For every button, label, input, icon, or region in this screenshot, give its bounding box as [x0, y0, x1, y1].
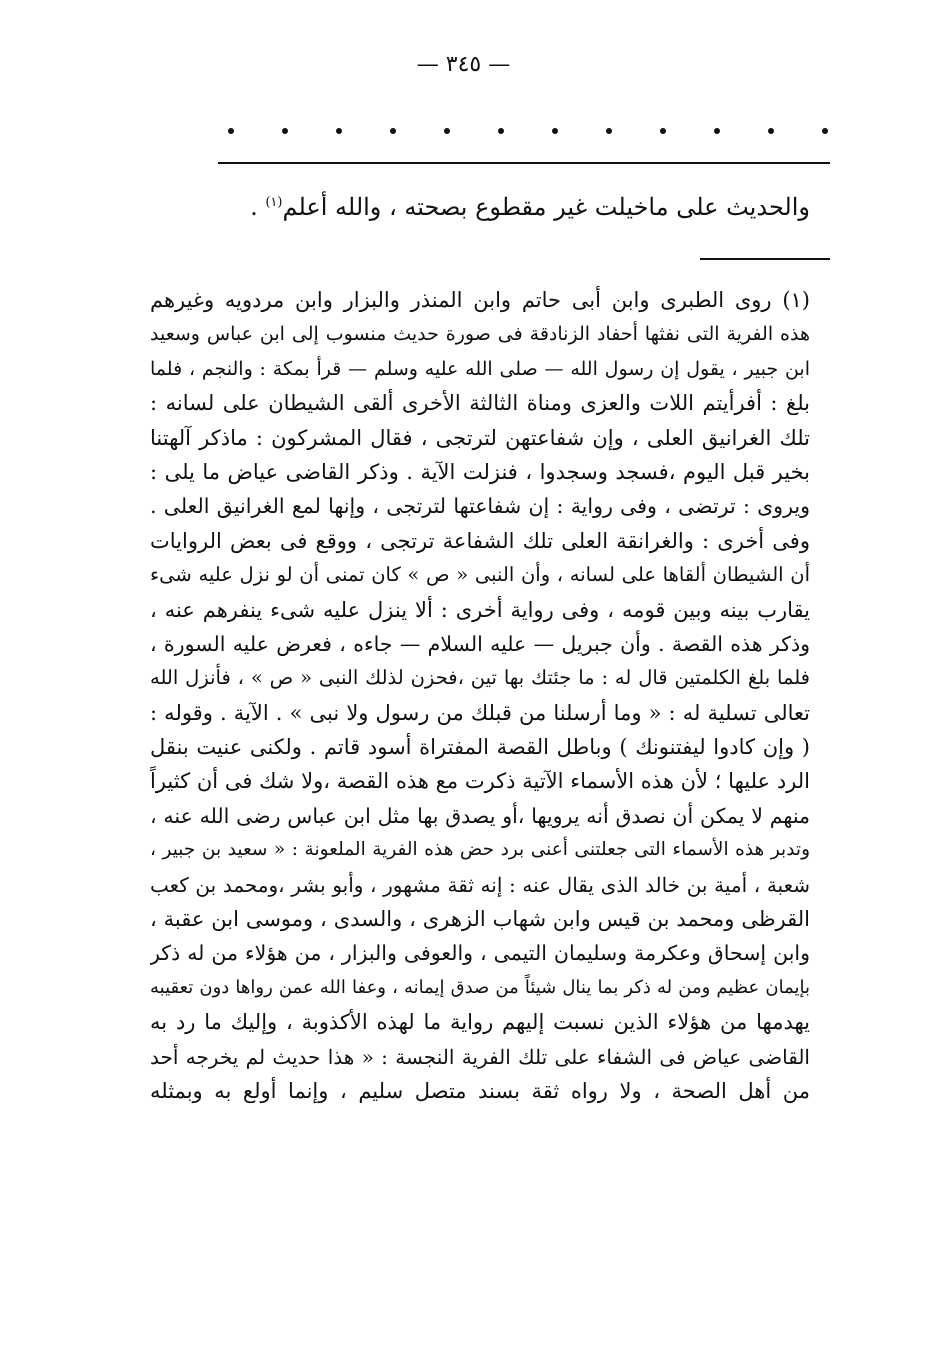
- footnote-line: بخير قبل اليوم ،فسجد وسجدوا ، فنزلت الآية . وذكر القاضى عياض ما يلى :: [150, 459, 810, 484]
- main-text-line: [150, 185, 810, 225]
- footnote-line: وتدبر هذه الأسماء التى جعلتنى أعنى برد حض هذه الفرية الملعونة : « سعيد بن جبير ،: [150, 839, 810, 861]
- ellipsis-dot: [228, 128, 234, 134]
- footnote-line: ( وإن كادوا ليفتنونك ) وباطل القصة المفتراة أسود قاتم . ولكنى عنيت بنقل: [150, 735, 810, 760]
- main-text-end: .: [250, 193, 266, 221]
- footnote-line: وذكر هذه القصة . وأن جبريل — عليه السلام — جاءه ، فعرض عليه السورة ،: [150, 631, 810, 656]
- footnote-line: هذه الفرية التى نفثها أحفاد الزنادقة فى صورة حديث منسوب إلى ابن عباس وسعيد: [150, 323, 810, 346]
- ellipsis-dot: [336, 128, 342, 134]
- ellipsis-dot: [660, 128, 666, 134]
- footnote-reference: (١): [265, 195, 283, 210]
- footnote-line: الرد عليها ؛ لأن هذه الأسماء الآتية ذكرت مع هذه القصة ،ولا شك فى أن كثيراً: [150, 769, 810, 794]
- footnote-line: ويروى : ترتضى ، وفى رواية : إن شفاعتها لترتجى ، وإنها لمع الغرانيق العلى .: [150, 494, 810, 519]
- ellipsis-dot: [822, 128, 828, 134]
- footnote-line: منهم لا يمكن أن نصدق أنه يرويها ،أو يصدق بها مثل ابن عباس رضى الله عنه ،: [150, 803, 810, 828]
- ellipsis-dot: [552, 128, 558, 134]
- footnote-line: القرظى ومحمد بن قيس وابن شهاب الزهرى ، والسدى ، وموسى ابن عقبة ،: [150, 907, 810, 932]
- footnote-line: بلغ : أفرأيتم اللات والعزى ومناة الثالثة الأخرى ألقى الشيطان على لسانه :: [150, 391, 810, 416]
- ellipsis-dot: [282, 128, 288, 134]
- footnote-line: وفى أخرى : والغرانقة العلى تلك الشفاعة ترتجى ، ووقع فى بعض الروايات: [150, 528, 810, 553]
- footnote-line: القاضى عياض فى الشفاء على تلك الفرية النجسة : « هذا حديث لم يخرجه أحد: [150, 1044, 810, 1069]
- footnote-line: تعالى تسلية له : « وما أرسلنا من قبلك من رسول ولا نبى » . الآية . وقوله :: [150, 700, 810, 725]
- footnote-line: (١) روى الطبرى وابن أبى حاتم وابن المنذر والبزار وابن مردويه وغيرهم: [150, 288, 810, 312]
- footnote-line: يقارب بينه وبين قومه ، وفى رواية أخرى : ألا ينزل عليه شىء ينفرهم عنه ،: [150, 597, 810, 622]
- ellipsis-dot: [768, 128, 774, 134]
- ellipsis-dot: [606, 128, 612, 134]
- footnote-block: [150, 283, 810, 1108]
- footnote-line: شعبة ، أمية بن خالد الذى يقال عنه : إنه ثقة مشهور ، وأبو بشر ،ومحمد بن كعب: [150, 872, 810, 897]
- footnote-line: ابن جبير ، يقول إن رسول الله — صلى الله عليه وسلم — قرأ بمكة : والنجم ، فلما: [150, 357, 810, 380]
- ellipsis-dot: [390, 128, 396, 134]
- ellipsis-dot: [714, 128, 720, 134]
- ellipsis-dot: [498, 128, 504, 134]
- footnote-line: بإيمان عظيم ومن له ذكر بما ينال شيئاً من صدق إيمانه ، وعفا الله عمن رواها دون تعقيبه: [150, 976, 810, 998]
- separator-rule-top: [218, 162, 830, 164]
- footnote-line: فلما بلغ الكلمتين قال له : ما جئتك بها تين ،فحزن لذلك النبى « ص » ، فأنزل الله: [150, 666, 810, 690]
- footnote-line: يهدمها من هؤلاء الذين نسبت إليهم رواية ما لهذه الأكذوبة ، وإليك ما رد به: [150, 1010, 810, 1035]
- footnote-separator-rule: [700, 258, 830, 260]
- footnote-line: من أهل الصحة ، ولا رواه ثقة بسند متصل سليم ، وإنما أولع به وبمثله: [150, 1078, 810, 1103]
- page-number: — ٣٤٥ —: [416, 52, 511, 77]
- ellipsis-dot: [444, 128, 450, 134]
- footnote-line: تلك الغرانيق العلى ، وإن شفاعتهن لترتجى ، فقال المشركون : ماذكر آلهتنا: [150, 425, 810, 450]
- main-text: والحديث على ماخيلت غير مقطوع بصحته ، والله أعلم: [282, 193, 810, 221]
- footnote-line: وابن إسحاق وعكرمة وسليمان التيمى ، والعوفى والبزار ، من هؤلاء من له ذكر: [150, 941, 810, 966]
- ellipsis-dots-row: [228, 128, 828, 134]
- footnote-line: أن الشيطان ألقاها على لسانه ، وأن النبى « ص » كان تمنى أن لو نزل عليه شىء: [150, 563, 810, 587]
